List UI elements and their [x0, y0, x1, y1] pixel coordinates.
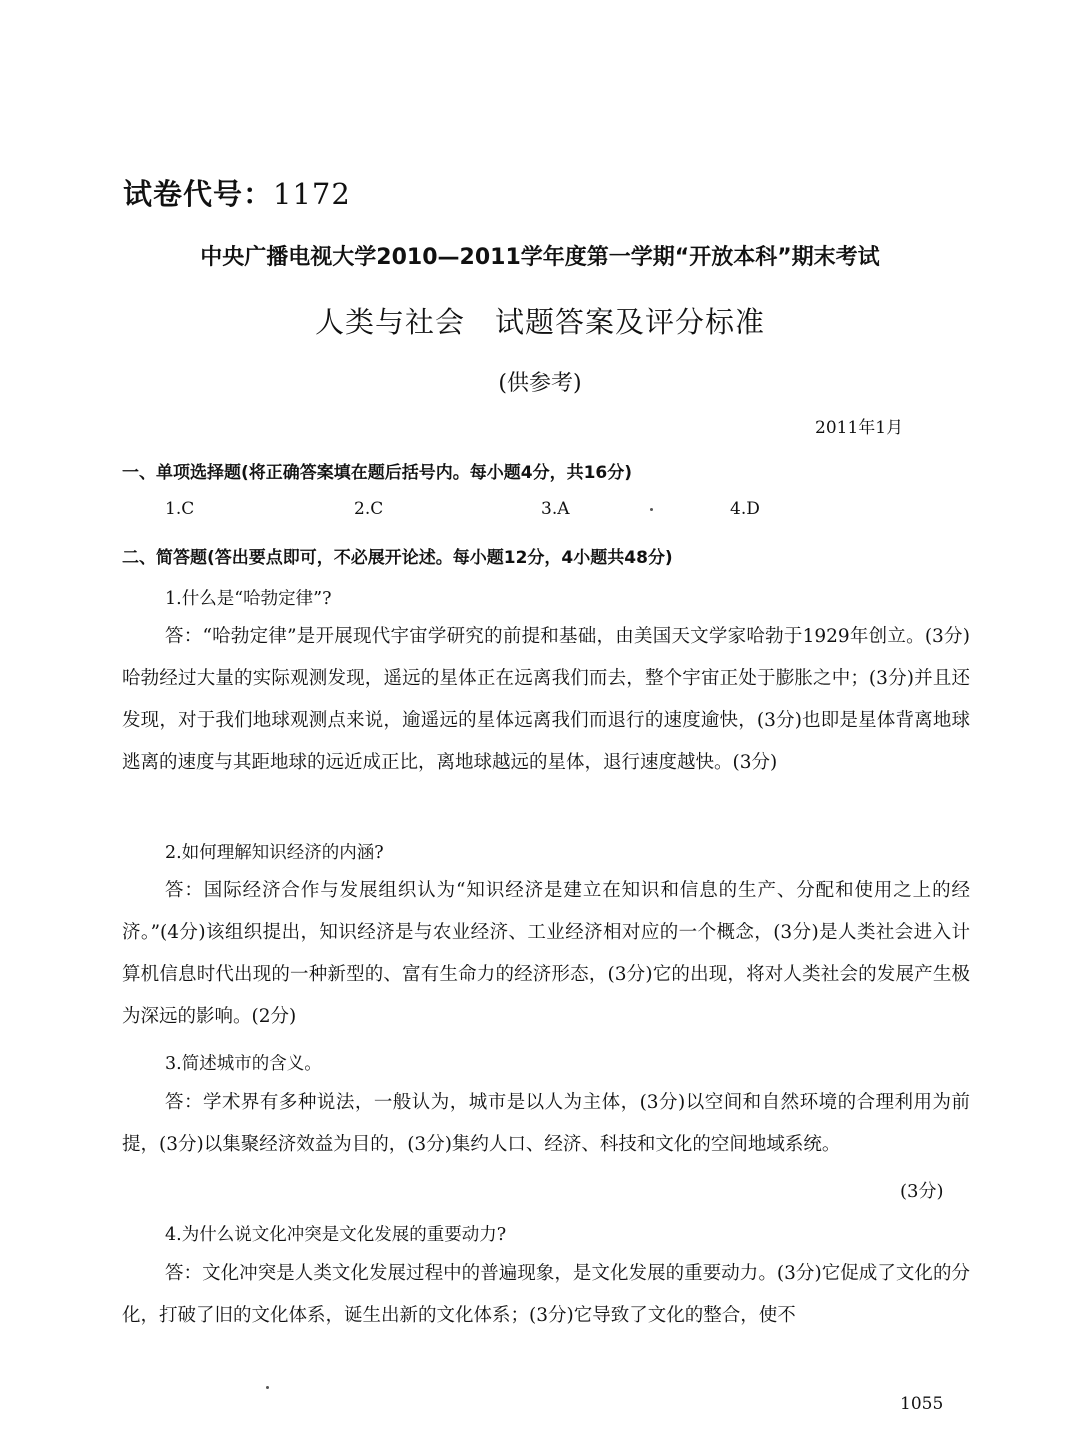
- answer-3: 答：学术界有多种说法，一般认为，城市是以人为主体，(3分)以空间和自然环境的合理利用为前提，(3分)以集聚经济效益为目的，(3分)集约人口、经济、科技和文化的空间地域系统。: [122, 1092, 970, 1155]
- paper-code-label: 试卷代号：: [123, 177, 274, 211]
- scan-speck: [266, 1386, 269, 1389]
- choice-answer-1: 1.C: [165, 499, 195, 519]
- question-3: 3.简述城市的含义。: [165, 1054, 322, 1074]
- choice-answer-3: 3.A: [541, 499, 570, 519]
- question-2: 2.如何理解知识经济的内涵?: [165, 843, 384, 863]
- answer-1: 答：“哈勃定律”是开展现代宇宙学研究的前提和基础，由美国天文学家哈勃于1929年创立。(3分)哈勃经过大量的实际观测发现，遥远的星体正在远离我们而去，整个宇宙正处于膨胀之中；(3分)并且还发现，对于我们地球观测点来说，逾遥远的星体远离我们而退行的速度逾快，(3分)也即是星体背离地球逃离的速度与其距地球的远近成正比，离地球越远的星体，退行速度越快。(3分): [122, 626, 970, 773]
- exam-title: 中央广播电视大学2010—2011学年度第一学期“开放本科”期末考试: [200, 245, 880, 270]
- scan-speck: [650, 508, 653, 511]
- choice-answer-4: 4.D: [730, 499, 760, 519]
- section1-title: 一、单项选择题(将正确答案填在题后括号内。每小题4分，共16分): [122, 463, 633, 483]
- choice-answer-2: 2.C: [354, 499, 384, 519]
- paper-code: [123, 172, 351, 213]
- question-4: 4.为什么说文化冲突是文化发展的重要动力?: [165, 1225, 507, 1245]
- paper-code-number: 1172: [273, 177, 351, 211]
- answer-3-trailing-score: (3分): [900, 1181, 944, 1202]
- question-1: 1.什么是“哈勃定律”?: [165, 589, 332, 609]
- answer-2: 答：国际经济合作与发展组织认为“知识经济是建立在知识和信息的生产、分配和使用之上的经济。”(4分)该组织提出，知识经济是与农业经济、工业经济相对应的一个概念，(3分)是人类社会进入计算机信息时代出现的一种新型的、富有生命力的经济形态，(3分)它的出现，将对人类社会的发展产生极为深远的影响。(2分): [122, 880, 970, 1027]
- exam-date: 2011年1月: [815, 418, 904, 438]
- sub-title: (供参考): [498, 371, 582, 396]
- answer-4: 答：文化冲突是人类文化发展过程中的普遍现象，是文化发展的重要动力。(3分)它促成了文化的分化，打破了旧的文化体系，诞生出新的文化体系；(3分)它导致了文化的整合，使不: [122, 1263, 970, 1326]
- page-number: 1055: [900, 1394, 944, 1414]
- main-title: 人类与社会 试题答案及评分标准: [314, 305, 765, 339]
- section2-title: 二、简答题(答出要点即可，不必展开论述。每小题12分，4小题共48分): [122, 548, 673, 568]
